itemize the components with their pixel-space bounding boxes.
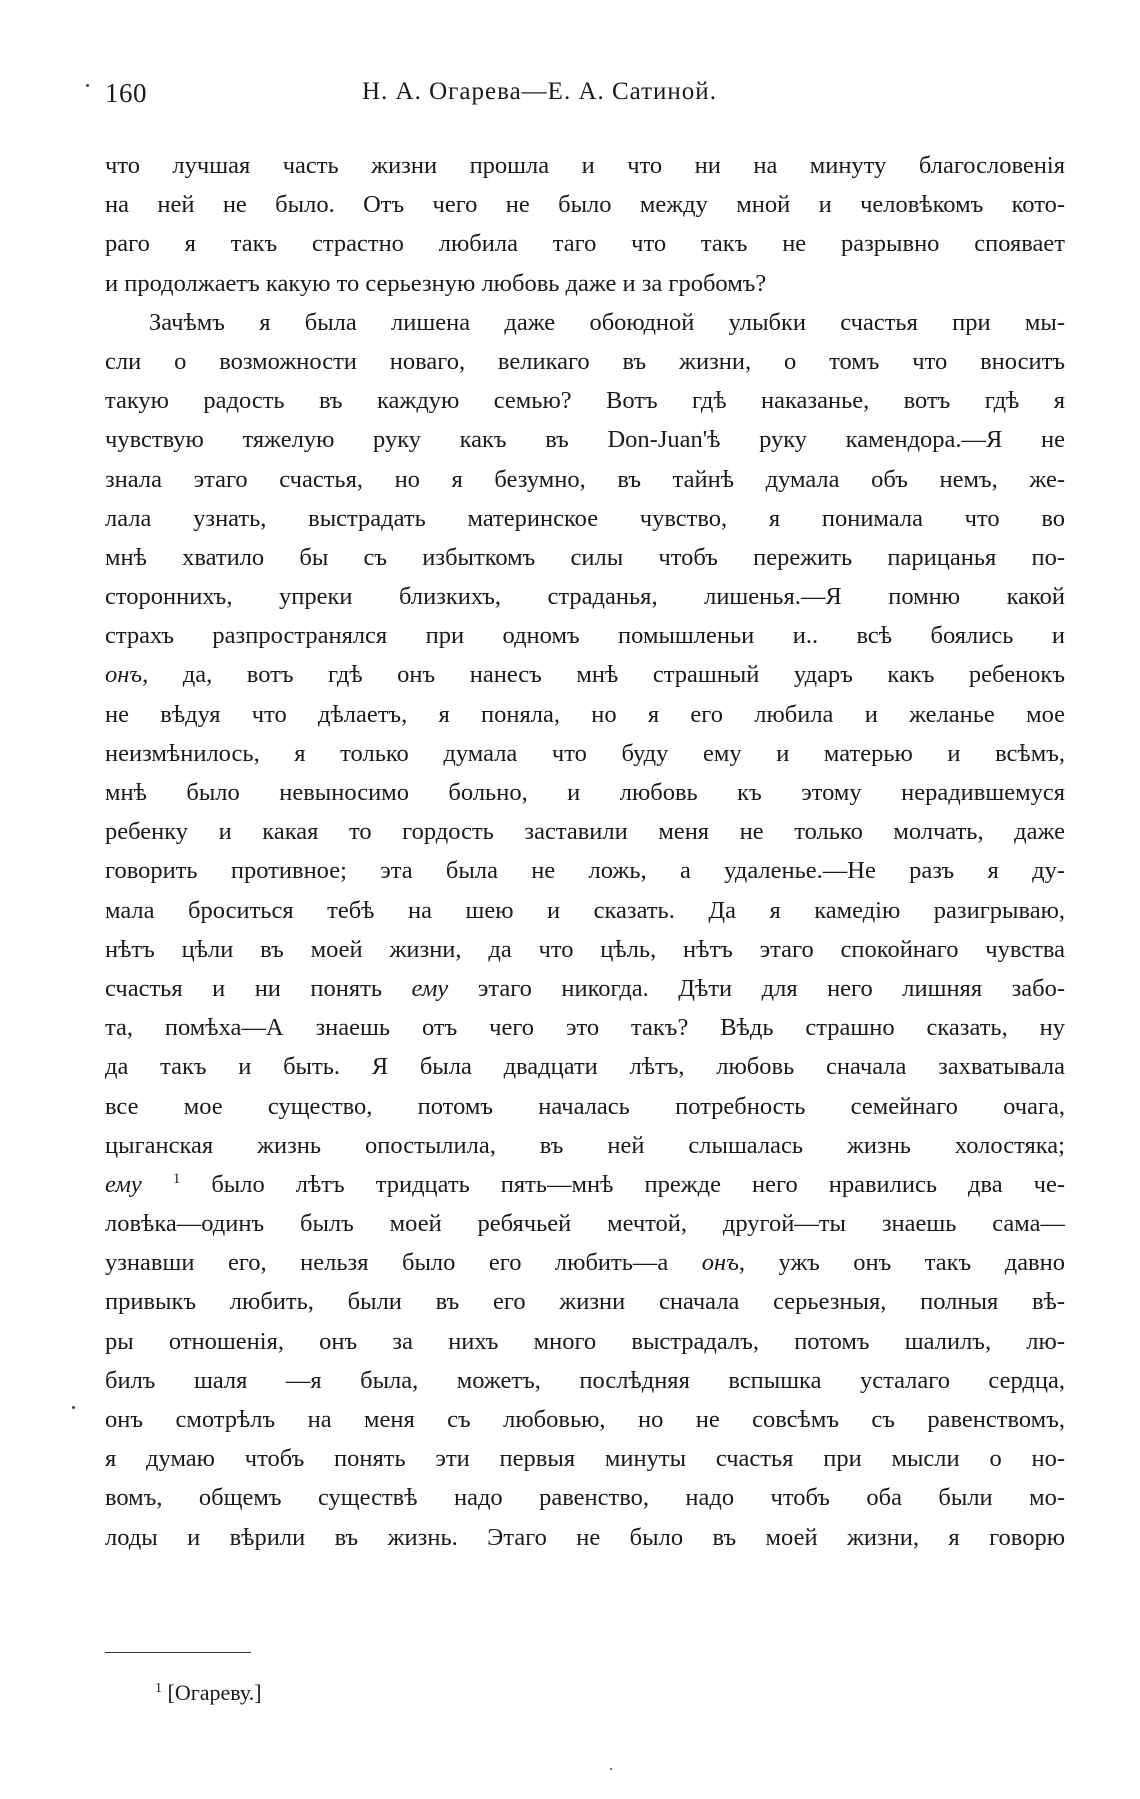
text-line: чувствую тяжелую руку какъ въ Don-Juan'ѣ руку камендора.—Я не [105,426,1065,454]
italic-pronoun: онъ [701,1249,739,1277]
italic-pronoun: онъ [105,661,143,689]
text-line: Зачѣмъ я была лишена даже обоюдной улыбки счастья при мы- [149,308,1065,336]
footnote-marker: 1 [172,1170,181,1187]
text-line: я думаю чтобъ понять эти первыя минуты счастья при мысли о но- [105,1445,1065,1473]
text-line: онъ смотрѣлъ на меня съ любовью, но не совсѣмъ съ равенствомъ, [105,1406,1065,1433]
text-line: все мое существо, потомъ началась потребность семейнаго очага, [105,1092,1065,1120]
text-line: знала этаго счастья, но я безумно, въ тайнѣ думала объ немъ, же- [105,465,1065,493]
print-speck [72,1406,75,1409]
text-line: счастья и ни понять ему этаго никогда. Дѣти для него лишняя забо- [105,974,1065,1002]
text-line: узнавши его, нельзя было его любить—а онъ, ужъ онъ такъ давно [105,1249,1065,1277]
text-line: цыганская жизнь опостылила, въ ней слышалась жизнь холостяка; [105,1131,1065,1159]
text-line: не вѣдуя что дѣлаетъ, я поняла, но я его любила и желанье мое [105,700,1065,728]
text-line: ему $^1$ было лѣтъ тридцать пять—мнѣ прежде него нравились два че- [105,1170,1065,1198]
text-line: что лучшая часть жизни прошла и что ни на минуту благословенія [105,152,1065,179]
text-line: вомъ, общемъ существѣ надо равенство, надо чтобъ оба были мо- [105,1484,1065,1512]
text-line: лала узнать, выстрадать материнское чувство, я понимала что во [105,504,1065,532]
page-number: 160 [105,78,147,108]
text-line: мала броситься тебѣ на шею и сказать. Да я камедію разигрываю, [105,896,1065,924]
text-line: на ней не было. Отъ чего не было между мной и человѣкомъ кото- [105,191,1065,219]
text-line: та, помѣха—А знаешь отъ чего это такъ? Вѣдь страшно сказать, ну [105,1014,1065,1042]
footnote-divider [105,1652,251,1653]
text-line: сли о возможности новаго, великаго въ жизни, о томъ что вноситъ [105,347,1065,375]
page-header [0,78,1140,118]
running-head: Н. А. Огарева—Е. А. Сатиной. [362,78,717,105]
footnote-text: [Огареву.] [167,1680,262,1705]
text-line: мнѣ было невыносимо больно, и любовь къ этому нерадившемуся [105,779,1065,806]
text-line: привыкъ любить, были въ его жизни сначала серьезныя, полныя вѣ- [105,1288,1065,1316]
footnote-number: 1 [155,1681,162,1696]
text-line: онъ, да, вотъ гдѣ онъ нанесъ мнѣ страшный ударъ какъ ребенокъ [105,661,1065,689]
text-line: нѣтъ цѣли въ моей жизни, да что цѣль, нѣтъ этаго спокойнаго чувства [105,935,1065,963]
text-line: и продолжаетъ какую то серьезную любовь даже и за гробомъ? [105,269,767,297]
text-line: мнѣ хватило бы съ избыткомъ силы чтобъ пережить парицанья по- [105,543,1065,571]
italic-pronoun: ему [411,974,449,1002]
text-line: ребенку и какая то гордость заставили меня не только молчать, даже [105,818,1065,846]
text-line: лоды и вѣрили въ жизнь. Этаго не было въ моей жизни, я говорю [105,1523,1065,1551]
text-line: говорить противное; эта была не ложь, а удаленье.—Не разъ я ду- [105,857,1065,885]
italic-pronoun: ему [105,1170,142,1198]
print-speck [86,84,89,87]
text-line: билъ шаля —я была, можетъ, послѣдняя вспышка усталаго сердца, [105,1366,1065,1394]
text-line: неизмѣнилось, я только думала что буду ему и матерью и всѣмъ, [105,739,1065,767]
letter-text [105,146,1065,1557]
text-line: такую радость въ каждую семью? Вотъ гдѣ наказанье, вотъ гдѣ я [105,387,1065,415]
footnote [155,1680,262,1706]
text-line: ры отношенія, онъ за нихъ много выстрадалъ, потомъ шалилъ, лю- [105,1327,1065,1355]
print-speck [610,1768,612,1770]
text-line: страхъ разпространялся при одномъ помышленьи и.. всѣ боялись и [105,622,1065,650]
text-line: стороннихъ, упреки близкихъ, страданья, лишенья.—Я помню какой [105,583,1065,611]
text-line: ловѣка—одинъ былъ моей ребячьей мечтой, другой—ты знаешь сама— [105,1210,1065,1238]
text-line: да такъ и быть. Я была двадцати лѣтъ, любовь сначала захватывала [105,1053,1065,1081]
text-line: раго я такъ страстно любила таго что такъ не разрывно споявает [105,230,1065,258]
